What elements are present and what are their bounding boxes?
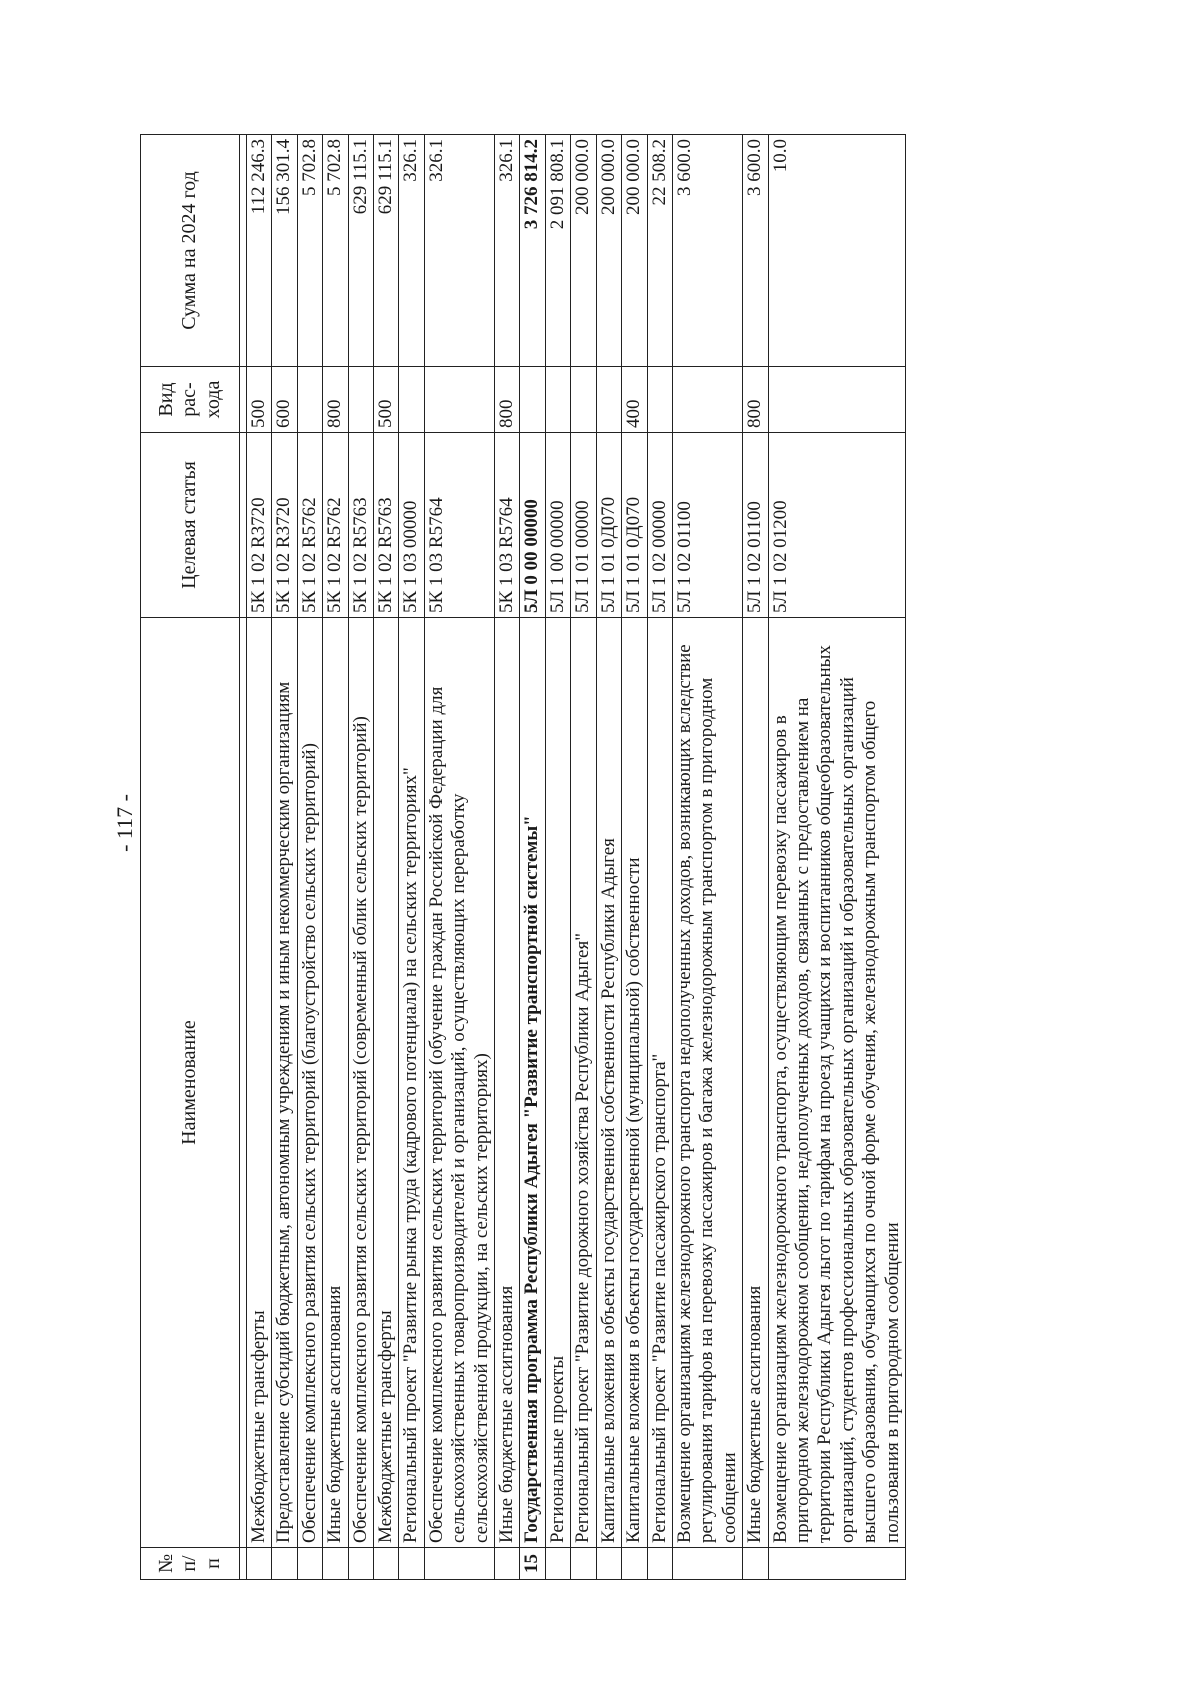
row-code-cell: 5Л 1 00 00000	[545, 433, 570, 618]
table-row	[596, 135, 621, 1580]
column-header-code: Целевая статья	[141, 433, 240, 618]
row-code-cell: 5К 1 02 R5763	[348, 433, 373, 618]
table-spacer-row	[240, 135, 247, 1580]
row-expense-type-cell	[520, 367, 545, 433]
column-header-vid: Вид рас-хода	[141, 367, 240, 433]
table-row	[297, 135, 322, 1580]
row-number-cell	[545, 1548, 570, 1580]
table-row	[520, 135, 545, 1580]
row-code-cell: 5К 1 02 R3720	[272, 433, 297, 618]
row-name-cell: Межбюджетные трансферты	[374, 618, 399, 1548]
row-amount-cell: 200 000.0	[596, 135, 621, 367]
table-row	[348, 135, 373, 1580]
table-row	[672, 135, 742, 1580]
table-row	[622, 135, 647, 1580]
row-amount-cell: 5 702.8	[323, 135, 348, 367]
row-amount-cell: 629 115.1	[374, 135, 399, 367]
row-expense-type-cell: 400	[622, 367, 647, 433]
row-number-cell	[374, 1548, 399, 1580]
page-number: - 117 -	[111, 794, 137, 852]
row-number-cell	[672, 1548, 742, 1580]
row-code-cell: 5Л 1 01 00000	[571, 433, 596, 618]
row-name-cell: Иные бюджетные ассигнования	[495, 618, 520, 1548]
row-code-cell: 5К 1 02 R3720	[247, 433, 272, 618]
row-expense-type-cell	[545, 367, 570, 433]
row-code-cell: 5К 1 02 R5762	[297, 433, 322, 618]
row-expense-type-cell: 800	[743, 367, 768, 433]
row-number-cell	[424, 1548, 494, 1580]
row-name-cell: Предоставление субсидий бюджетным, автономным учреждениям и иным некоммерческим организациям	[272, 618, 297, 1548]
row-name-cell: Капитальные вложения в объекты государственной (муниципальной) собственности	[622, 618, 647, 1548]
row-code-cell: 5Л 1 02 01100	[672, 433, 742, 618]
row-expense-type-cell	[348, 367, 373, 433]
row-name-cell: Обеспечение комплексного развития сельских территорий (благоустройство сельских территорий)	[297, 618, 322, 1548]
row-amount-cell: 326.1	[424, 135, 494, 367]
row-code-cell: 5Л 1 01 0Д070	[596, 433, 621, 618]
row-number-cell	[272, 1548, 297, 1580]
row-amount-cell: 200 000.0	[571, 135, 596, 367]
row-expense-type-cell	[647, 367, 672, 433]
row-code-cell: 5К 1 02 R5763	[374, 433, 399, 618]
column-header-sum: Сумма на 2024 год	[141, 135, 240, 367]
row-amount-cell: 156 301.4	[272, 135, 297, 367]
row-amount-cell: 112 246.3	[247, 135, 272, 367]
row-number-cell	[495, 1548, 520, 1580]
table-row	[399, 135, 424, 1580]
row-expense-type-cell	[596, 367, 621, 433]
table-row	[571, 135, 596, 1580]
row-amount-cell: 629 115.1	[348, 135, 373, 367]
row-number-cell	[399, 1548, 424, 1580]
table-row	[768, 135, 905, 1580]
row-number-cell	[596, 1548, 621, 1580]
row-name-cell: Обеспечение комплексного развития сельских территорий (современный облик сельских территорий)	[348, 618, 373, 1548]
row-code-cell: 5Л 0 00 00000	[520, 433, 545, 618]
row-expense-type-cell	[424, 367, 494, 433]
row-amount-cell: 22 508.2	[647, 135, 672, 367]
row-name-cell: Региональный проект "Развитие пассажирского транспорта"	[647, 618, 672, 1548]
row-expense-type-cell	[571, 367, 596, 433]
budget-table-sheet	[140, 135, 1010, 1580]
row-number-cell	[571, 1548, 596, 1580]
row-name-cell: Обеспечение комплексного развития сельских территорий (обучение граждан Российской Федерации для сельскохозяйственных товаропроизводителей и организаций, осуществляющих переработку сельскохозяйственной продукции, на сельских территориях)	[424, 618, 494, 1548]
table-row	[247, 135, 272, 1580]
row-name-cell: Региональные проекты	[545, 618, 570, 1548]
table-row	[545, 135, 570, 1580]
row-expense-type-cell: 500	[374, 367, 399, 433]
row-expense-type-cell: 800	[323, 367, 348, 433]
table-header-row	[141, 135, 240, 1580]
table-row	[743, 135, 768, 1580]
column-header-name: Наименование	[141, 618, 240, 1548]
row-amount-cell: 3 726 814.2	[520, 135, 545, 367]
row-number-cell	[247, 1548, 272, 1580]
row-name-cell: Возмещение организациям железнодорожного транспорта, осуществляющим перевозку пассажиров в пригородном железнодорожном сообщении, недополученных доходов, связанных с предоставлением на территории Республики Адыгея льгот по тарифам на проезд учащихся и воспитанников общеобразовательных организаций, студентов профессиональных образовательных организаций и образовательных организаций высшего образования, обучающихся по очной форме обучения, железнодорожным транспортом общего пользования в пригородном сообщении	[768, 618, 905, 1548]
row-code-cell: 5К 1 02 R5762	[323, 433, 348, 618]
column-header-num: № п/п	[141, 1548, 240, 1580]
row-amount-cell: 326.1	[495, 135, 520, 367]
table-row	[647, 135, 672, 1580]
row-expense-type-cell	[768, 367, 905, 433]
row-code-cell: 5К 1 03 00000	[399, 433, 424, 618]
row-code-cell: 5К 1 03 R5764	[495, 433, 520, 618]
row-amount-cell: 5 702.8	[297, 135, 322, 367]
row-name-cell: Региональный проект "Развитие дорожного хозяйства Республики Адыгея"	[571, 618, 596, 1548]
row-number-cell	[743, 1548, 768, 1580]
row-expense-type-cell	[672, 367, 742, 433]
row-expense-type-cell: 600	[272, 367, 297, 433]
table-row	[424, 135, 494, 1580]
row-name-cell: Иные бюджетные ассигнования	[323, 618, 348, 1548]
row-name-cell: Государственная программа Республики Адыгея "Развитие транспортной системы"	[520, 618, 545, 1548]
row-amount-cell: 326.1	[399, 135, 424, 367]
row-expense-type-cell	[399, 367, 424, 433]
row-number-cell	[768, 1548, 905, 1580]
row-expense-type-cell: 800	[495, 367, 520, 433]
row-number-cell	[323, 1548, 348, 1580]
row-number-cell	[622, 1548, 647, 1580]
row-amount-cell: 2 091 808.1	[545, 135, 570, 367]
row-name-cell: Межбюджетные трансферты	[247, 618, 272, 1548]
row-amount-cell: 10.0	[768, 135, 905, 367]
row-code-cell: 5Л 1 02 01100	[743, 433, 768, 618]
table-row	[323, 135, 348, 1580]
row-expense-type-cell: 500	[247, 367, 272, 433]
row-amount-cell: 3 600.0	[743, 135, 768, 367]
row-number-cell	[647, 1548, 672, 1580]
table-body	[240, 135, 906, 1580]
row-name-cell: Возмещение организациям железнодорожного транспорта недополученных доходов, возникающих вследствие регулирования тарифов на перевозку пассажиров и багажа железнодорожным транспортом в пригородном сообщении	[672, 618, 742, 1548]
row-number-cell	[297, 1548, 322, 1580]
row-name-cell: Капитальные вложения в объекты государственной собственности Республики Адыгея	[596, 618, 621, 1548]
budget-table	[140, 134, 906, 1580]
row-code-cell: 5Л 1 02 01200	[768, 433, 905, 618]
table-row	[272, 135, 297, 1580]
row-name-cell: Региональный проект "Развитие рынка труда (кадрового потенциала) на сельских территориях"	[399, 618, 424, 1548]
row-number-cell: 15	[520, 1548, 545, 1580]
table-row	[374, 135, 399, 1580]
row-amount-cell: 3 600.0	[672, 135, 742, 367]
row-amount-cell: 200 000.0	[622, 135, 647, 367]
row-number-cell	[348, 1548, 373, 1580]
row-code-cell: 5Л 1 02 00000	[647, 433, 672, 618]
row-expense-type-cell	[297, 367, 322, 433]
row-code-cell: 5Л 1 01 0Д070	[622, 433, 647, 618]
table-row	[495, 135, 520, 1580]
row-code-cell: 5К 1 03 R5764	[424, 433, 494, 618]
row-name-cell: Иные бюджетные ассигнования	[743, 618, 768, 1548]
